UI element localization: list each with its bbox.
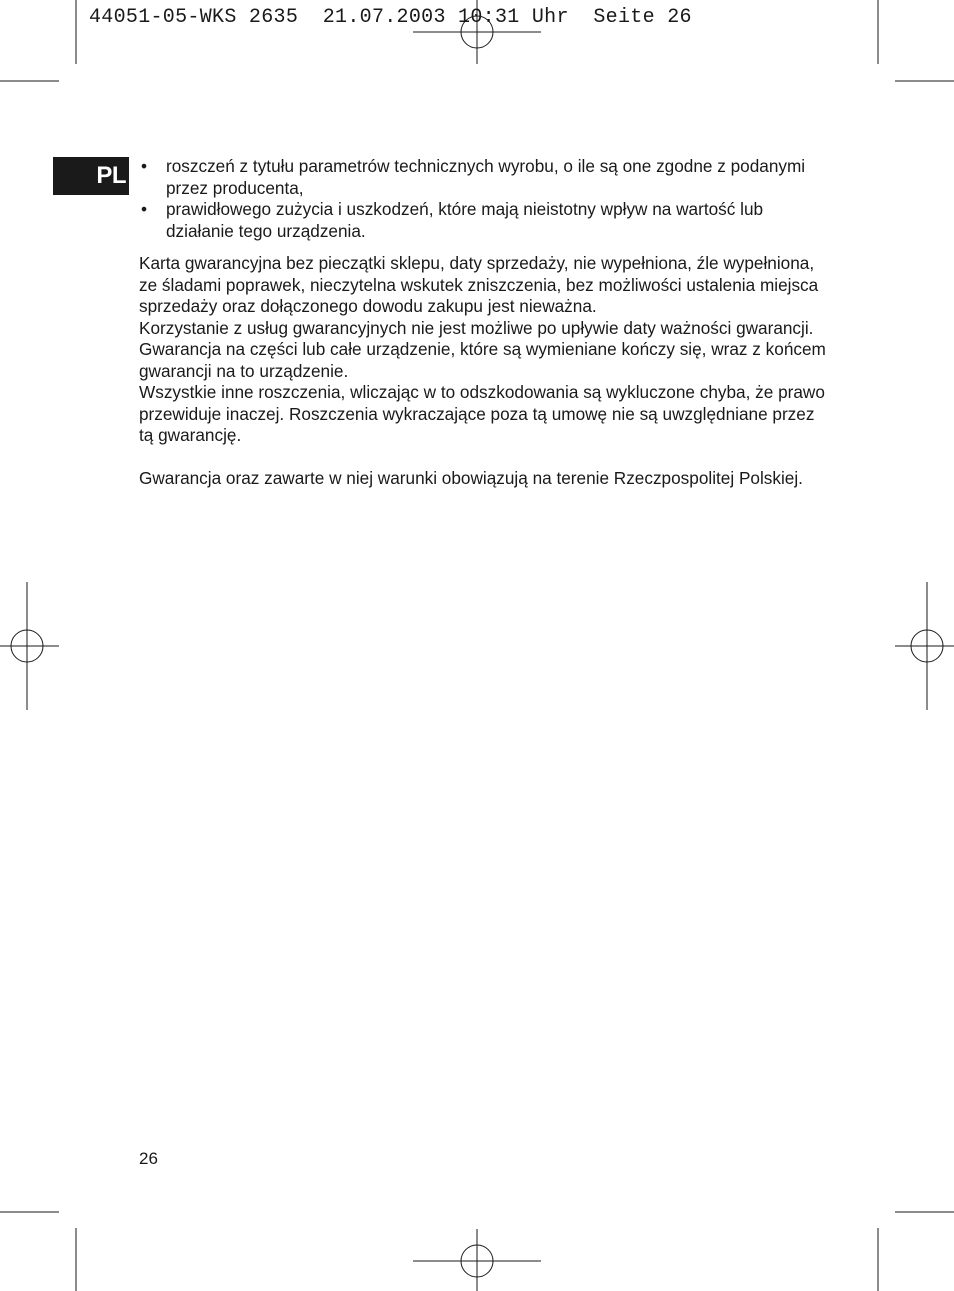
list-item-text: prawidłowego zużycia i uszkodzeń, które mają nieistotny wpływ na wartość lub działanie tego urządzenia. bbox=[166, 199, 764, 241]
registration-mark-top bbox=[413, 0, 541, 64]
paragraph-other-claims: Wszystkie inne roszczenia, wliczając w to odszkodowania są wykluczone chyba, że prawo przewiduje inaczej. Roszczenia wykraczające poza tą umowę nie są uwzględniane przez tą gwarancję. bbox=[139, 382, 825, 445]
exclusions-list bbox=[139, 156, 829, 242]
bullet-symbol: • bbox=[141, 156, 148, 176]
list-item bbox=[139, 156, 829, 199]
paragraph-service-expiry: Korzystanie z usług gwarancyjnych nie jest możliwe po upływie daty ważności gwarancji. Gwarancja na części lub całe urządzenie, które są wymieniane kończy się, wraz z końcem gwarancji na to urządzenie. bbox=[139, 317, 826, 381]
print-slug: 44051-05-WKS 2635 21.07.2003 10:31 Uhr Seite 26 bbox=[89, 6, 692, 29]
registration-mark-right bbox=[895, 582, 954, 710]
warranty-text bbox=[139, 156, 829, 490]
page-number: 26 bbox=[139, 1149, 158, 1168]
registration-mark-left bbox=[0, 582, 59, 710]
paragraph-territory: Gwarancja oraz zawarte w niej warunki obowiązują na terenie Rzeczpospolitej Polskiej. bbox=[139, 468, 803, 488]
list-item bbox=[139, 199, 829, 242]
paragraph-card-validity: Karta gwarancyjna bez pieczątki sklepu, daty sprzedaży, nie wypełniona, źle wypełniona, ze śladami poprawek, nieczytelna wskutek zniszczenia, bez możliwości ustalenia miejsca sprzedaży oraz dołączonego dowodu zakupu jest nieważna. bbox=[139, 253, 819, 316]
list-item-text: roszczeń z tytułu parametrów technicznych wyrobu, o ile są one zgodne z podanymi przez producenta, bbox=[166, 156, 806, 198]
registration-mark-bottom bbox=[413, 1229, 541, 1291]
bullet-symbol: • bbox=[141, 199, 148, 219]
language-tab: PL bbox=[53, 157, 129, 195]
